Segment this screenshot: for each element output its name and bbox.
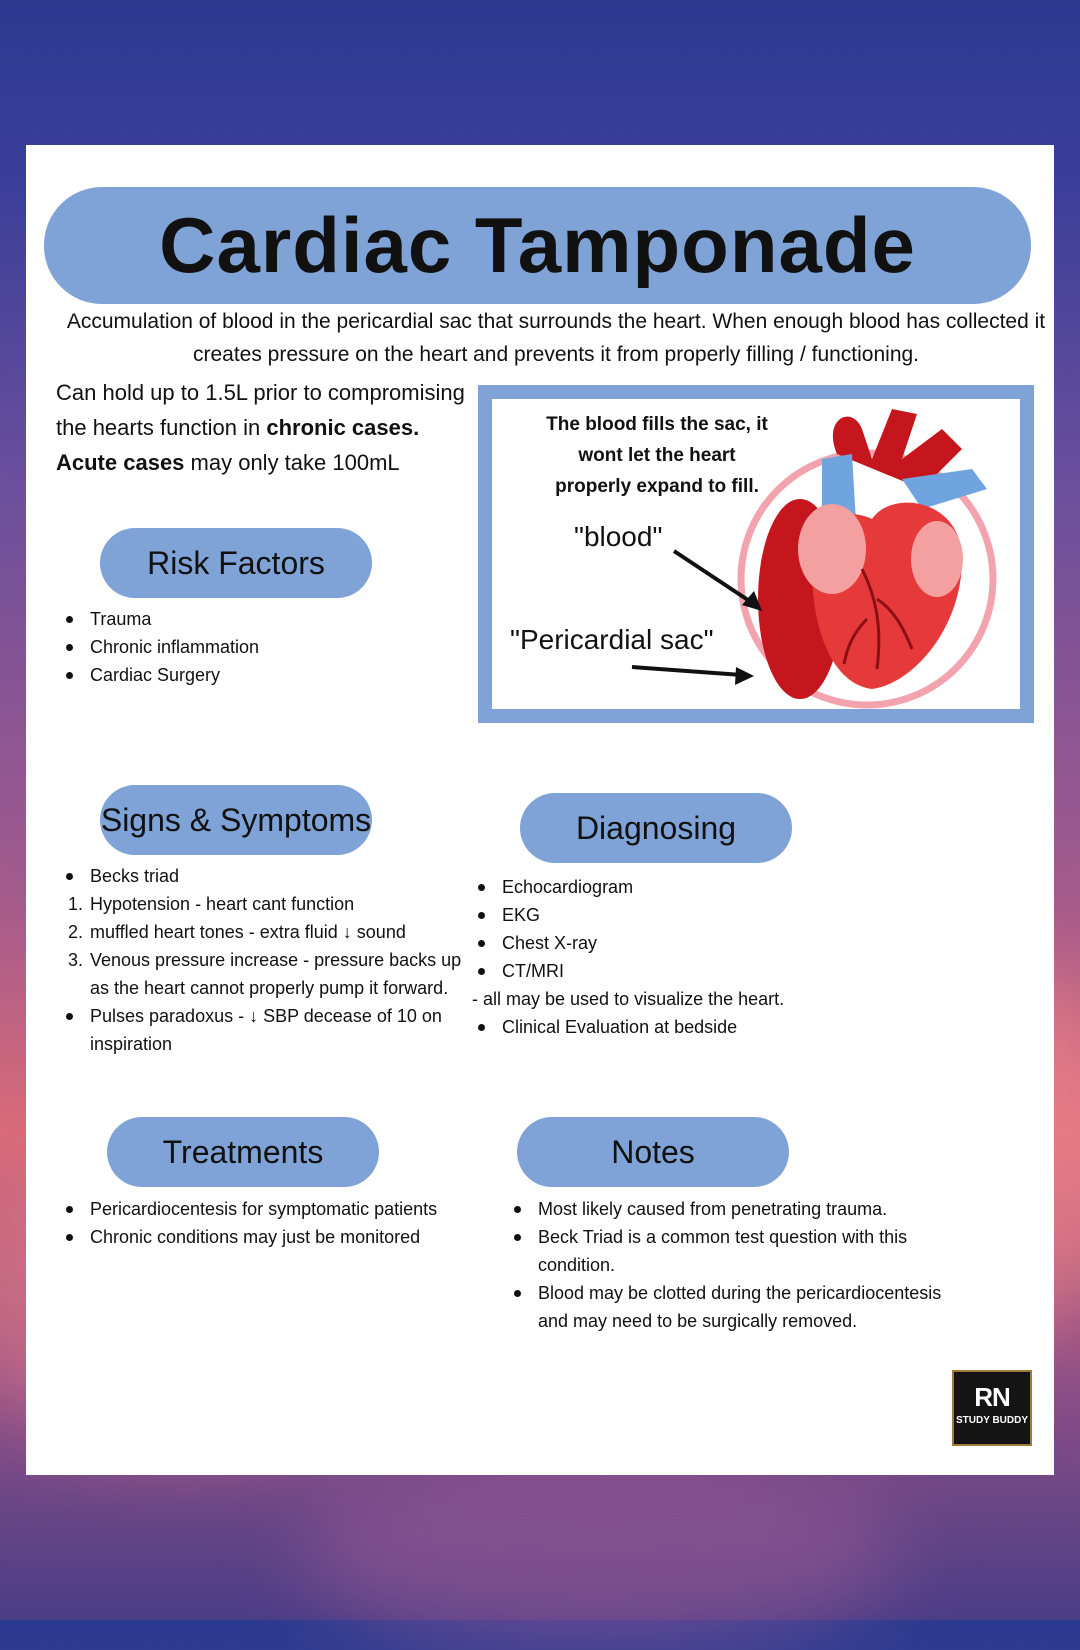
- notes-heading: Notes: [517, 1117, 789, 1187]
- list-item: Chest X-ray: [468, 929, 988, 957]
- signs-symptoms-list: [56, 862, 466, 1058]
- heart-illustration: [492, 399, 1020, 709]
- list-item: Clinical Evaluation at bedside: [468, 1013, 988, 1041]
- sac-arrow-head: [735, 667, 754, 685]
- list-item: Pulses paradoxus - ↓ SBP decease of 10 on inspiration: [56, 1002, 466, 1058]
- list-item: Trauma: [56, 605, 456, 633]
- list-item: Pericardiocentesis for symptomatic patients: [56, 1195, 496, 1223]
- treatments-heading: Treatments: [107, 1117, 379, 1187]
- list-item: EKG: [468, 901, 988, 929]
- rn-study-buddy-logo: RN STUDY BUDDY: [952, 1370, 1032, 1446]
- capacity-line-3: Acute cases may only take 100mL: [56, 450, 400, 475]
- list-item: Blood may be clotted during the pericardiocentesis and may need to be surgically removed.: [504, 1279, 944, 1335]
- list-item: 2. muffled heart tones - extra fluid ↓ sound: [68, 922, 406, 942]
- intro-text: Accumulation of blood in the pericardial sac that surrounds the heart. When enough blood has collected it creates pressure on the heart and prevents it from properly filling / functioning.: [66, 310, 1046, 366]
- list-item: Chronic conditions may just be monitored: [56, 1223, 496, 1251]
- left-atrium-shape: [911, 521, 963, 597]
- list-item: Echocardiogram: [468, 873, 988, 901]
- risk-factors-heading: Risk Factors: [100, 528, 372, 598]
- list-item: Chronic inflammation: [56, 633, 456, 661]
- background-cloud: [300, 1450, 900, 1650]
- title-banner: [44, 187, 1031, 304]
- list-item: CT/MRI: [468, 957, 988, 985]
- pericardial-sac-label: "Pericardial sac": [510, 624, 714, 655]
- diagnosing-list: [468, 873, 988, 1041]
- capacity-line-1: Can hold up to 1.5L prior to compromising: [56, 380, 465, 405]
- risk-factors-list: [56, 605, 456, 689]
- blood-label: "blood": [574, 521, 663, 552]
- heart-diagram: [478, 385, 1034, 723]
- list-item: Becks triad: [56, 862, 466, 890]
- list-item: Beck Triad is a common test question with this condition.: [504, 1223, 944, 1279]
- right-atrium-shape: [798, 504, 866, 594]
- signs-symptoms-heading: Signs & Symptoms: [100, 785, 372, 855]
- sac-arrow-line: [632, 667, 742, 675]
- list-item: 1. Hypotension - heart cant function: [68, 894, 355, 914]
- list-item: Cardiac Surgery: [56, 661, 456, 689]
- diagram-caption: The blood fills the sac, it wont let the heart properly expand to fill.: [546, 414, 768, 497]
- diagnosing-heading: Diagnosing: [520, 793, 792, 863]
- treatments-list: [56, 1195, 496, 1251]
- page-title: Cardiac Tamponade: [159, 201, 916, 289]
- infographic-card: [26, 145, 1054, 1475]
- capacity-text: [56, 375, 476, 480]
- capacity-line-2: the hearts function in chronic cases.: [56, 415, 420, 440]
- list-note: - all may be used to visualize the heart.: [472, 989, 785, 1009]
- notes-list: [504, 1195, 944, 1335]
- list-item: Most likely caused from penetrating trauma.: [504, 1195, 944, 1223]
- list-item: 3. Venous pressure increase - pressure backs up as the heart cannot properly pump it forward.: [68, 950, 462, 998]
